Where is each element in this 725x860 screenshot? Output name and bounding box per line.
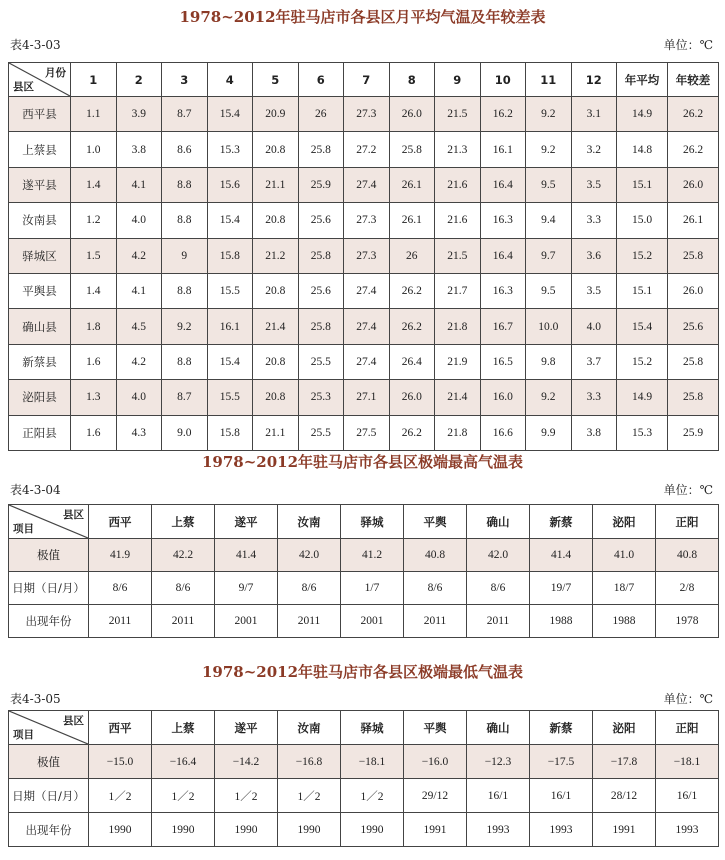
- column-header: 遂平: [215, 711, 278, 745]
- table-cell: 3.8: [116, 132, 162, 167]
- row-label: 出现年份: [9, 813, 89, 847]
- table-cell: 41.4: [215, 539, 278, 572]
- column-header: 驿城: [341, 505, 404, 539]
- table1-title: 1978~2012年驻马店市各县区月平均气温及年较差表: [179, 8, 546, 26]
- table-cell: 15.1: [617, 167, 668, 202]
- table-cell: 15.5: [207, 273, 253, 308]
- table-cell: 14.9: [617, 380, 668, 415]
- table-row: [9, 309, 719, 344]
- table-cell: 3.6: [571, 238, 617, 273]
- table-cell: 26: [389, 238, 435, 273]
- table-cell: 1／2: [89, 779, 152, 813]
- table-cell: 27.3: [344, 97, 390, 132]
- row-label: 汝南县: [9, 203, 71, 238]
- column-header: 西平: [89, 711, 152, 745]
- table-cell: 25.8: [298, 132, 344, 167]
- table-cell: 1.8: [71, 309, 117, 344]
- table-cell: 4.1: [116, 273, 162, 308]
- table-cell: 8/6: [278, 572, 341, 605]
- column-header: 1: [71, 63, 117, 97]
- table-cell: 8.8: [162, 203, 208, 238]
- table-cell: 41.9: [89, 539, 152, 572]
- table-header-row: [9, 63, 719, 97]
- table-cell: 1／2: [152, 779, 215, 813]
- table-cell: 3.1: [571, 97, 617, 132]
- table-cell: 26.2: [389, 309, 435, 344]
- table-cell: 15.0: [617, 203, 668, 238]
- table-cell: 16.3: [480, 203, 526, 238]
- table-cell: 26: [298, 97, 344, 132]
- table-cell: −16.8: [278, 745, 341, 779]
- table-cell: 2011: [89, 605, 152, 638]
- table-cell: 26.2: [389, 415, 435, 450]
- table-cell: 2011: [152, 605, 215, 638]
- table-cell: 1990: [341, 813, 404, 847]
- table-cell: 8/6: [89, 572, 152, 605]
- table2-unit: 单位：℃: [663, 483, 713, 497]
- table-cell: 18/7: [593, 572, 656, 605]
- table-cell: 27.4: [344, 344, 390, 379]
- table-cell: −16.0: [404, 745, 467, 779]
- table-cell: 26.1: [668, 203, 719, 238]
- table-cell: 3.2: [571, 132, 617, 167]
- row-label: 驿城区: [9, 238, 71, 273]
- table-cell: 26.1: [389, 167, 435, 202]
- table-cell: 3.9: [116, 97, 162, 132]
- table-cell: 2011: [404, 605, 467, 638]
- table-cell: 15.1: [617, 273, 668, 308]
- table-cell: 1/7: [341, 572, 404, 605]
- table-cell: 15.2: [617, 238, 668, 273]
- table-cell: 10.0: [526, 309, 572, 344]
- table-cell: 16.0: [480, 380, 526, 415]
- table1-unit: 单位：℃: [663, 38, 713, 52]
- table-cell: 42.0: [467, 539, 530, 572]
- table-cell: 15.6: [207, 167, 253, 202]
- table-cell: −17.8: [593, 745, 656, 779]
- table-corner-header: [9, 711, 89, 745]
- table-cell: 8.6: [162, 132, 208, 167]
- table-corner-header: [9, 63, 71, 97]
- row-label: 新蔡县: [9, 344, 71, 379]
- column-header: 年较差: [668, 63, 719, 97]
- table-cell: 8/6: [467, 572, 530, 605]
- table-cell: 9.9: [526, 415, 572, 450]
- column-header: 确山: [467, 711, 530, 745]
- table-cell: 4.1: [116, 167, 162, 202]
- table-cell: 8/6: [404, 572, 467, 605]
- table-cell: 2/8: [656, 572, 719, 605]
- table-cell: 15.8: [207, 415, 253, 450]
- table-cell: 15.5: [207, 380, 253, 415]
- table-cell: 25.9: [298, 167, 344, 202]
- table-cell: 9.5: [526, 273, 572, 308]
- table-row: [9, 380, 719, 415]
- table-cell: 26.0: [389, 380, 435, 415]
- table-corner-header: [9, 505, 89, 539]
- table-cell: 27.4: [344, 273, 390, 308]
- table-cell: 4.2: [116, 344, 162, 379]
- table1-id: 表4-3-03: [10, 38, 61, 52]
- table-cell: 3.3: [571, 380, 617, 415]
- table-cell: 3.3: [571, 203, 617, 238]
- column-header: 确山: [467, 505, 530, 539]
- corner-label-bottom: 县区: [13, 81, 34, 93]
- table-cell: 1988: [593, 605, 656, 638]
- table-cell: 27.5: [344, 415, 390, 450]
- table-cell: 21.1: [253, 415, 299, 450]
- table-cell: 26.4: [389, 344, 435, 379]
- corner-label-top: 月份: [45, 67, 66, 79]
- table-cell: 15.4: [207, 97, 253, 132]
- table-cell: 28/12: [593, 779, 656, 813]
- table-cell: 21.8: [435, 415, 481, 450]
- table-cell: 16.5: [480, 344, 526, 379]
- table-cell: 8.8: [162, 344, 208, 379]
- table-cell: 27.4: [344, 309, 390, 344]
- table-cell: 25.6: [298, 273, 344, 308]
- table-cell: 1990: [152, 813, 215, 847]
- table-cell: 15.3: [617, 415, 668, 450]
- table-cell: 2001: [215, 605, 278, 638]
- table-header-row: [9, 505, 719, 539]
- table-cell: 4.5: [116, 309, 162, 344]
- table-cell: 16.1: [480, 132, 526, 167]
- table-cell: −16.4: [152, 745, 215, 779]
- column-header: 汝南: [278, 711, 341, 745]
- table-cell: 26.2: [668, 97, 719, 132]
- table-cell: 21.4: [435, 380, 481, 415]
- column-header: 7: [344, 63, 390, 97]
- table-cell: 1991: [404, 813, 467, 847]
- table-cell: 1／2: [215, 779, 278, 813]
- column-header: 平舆: [404, 711, 467, 745]
- table-cell: 1.6: [71, 415, 117, 450]
- table-cell: 21.7: [435, 273, 481, 308]
- table-cell: 21.1: [253, 167, 299, 202]
- table-cell: 16.6: [480, 415, 526, 450]
- table3-title: 1978~2012年驻马店市各县区极端最低气温表: [201, 663, 524, 681]
- table-cell: 16.3: [480, 273, 526, 308]
- table-row: [9, 745, 719, 779]
- corner-label-bottom: 项目: [13, 729, 34, 741]
- table-cell: 2011: [278, 605, 341, 638]
- column-header: 正阳: [656, 505, 719, 539]
- row-label: 日期（日/月）: [9, 779, 89, 813]
- table2-title: 1978~2012年驻马店市各县区极端最高气温表: [201, 453, 524, 471]
- table-cell: 2011: [467, 605, 530, 638]
- table-cell: 25.9: [668, 415, 719, 450]
- table-cell: 42.2: [152, 539, 215, 572]
- table3-id: 表4-3-05: [10, 692, 61, 706]
- corner-label-top: 县区: [63, 715, 84, 727]
- table-row: [9, 97, 719, 132]
- table-cell: 20.8: [253, 273, 299, 308]
- table3-unit: 单位：℃: [663, 692, 713, 706]
- table-cell: 27.3: [344, 203, 390, 238]
- column-header: 平舆: [404, 505, 467, 539]
- table-cell: 40.8: [656, 539, 719, 572]
- table-cell: 19/7: [530, 572, 593, 605]
- table-cell: 9/7: [215, 572, 278, 605]
- table-cell: 9.8: [526, 344, 572, 379]
- table-cell: 15.4: [207, 203, 253, 238]
- table-cell: 41.2: [341, 539, 404, 572]
- table-cell: 25.8: [668, 344, 719, 379]
- row-label: 出现年份: [9, 605, 89, 638]
- table-cell: 9.7: [526, 238, 572, 273]
- table-cell: 26.1: [389, 203, 435, 238]
- table-cell: −15.0: [89, 745, 152, 779]
- table-cell: 21.4: [253, 309, 299, 344]
- table-cell: 20.8: [253, 380, 299, 415]
- table-cell: 26.2: [668, 132, 719, 167]
- table-cell: 25.8: [389, 132, 435, 167]
- table-cell: 16/1: [656, 779, 719, 813]
- table-cell: 8.7: [162, 97, 208, 132]
- table-cell: 1990: [215, 813, 278, 847]
- table-cell: 25.8: [668, 238, 719, 273]
- column-header: 遂平: [215, 505, 278, 539]
- table-cell: 9.5: [526, 167, 572, 202]
- table-cell: 21.3: [435, 132, 481, 167]
- table-cell: 1.2: [71, 203, 117, 238]
- table-cell: 25.8: [298, 309, 344, 344]
- column-header: 年平均: [617, 63, 668, 97]
- monthly-temperature-table: [8, 62, 719, 451]
- table-cell: 4.3: [116, 415, 162, 450]
- column-header: 4: [207, 63, 253, 97]
- table-cell: 9.2: [526, 380, 572, 415]
- table-cell: 1993: [530, 813, 593, 847]
- table-cell: 4.0: [116, 203, 162, 238]
- table-cell: 2001: [341, 605, 404, 638]
- row-label: 日期（日/月）: [9, 572, 89, 605]
- table-cell: −14.2: [215, 745, 278, 779]
- table-row: [9, 167, 719, 202]
- table-header-row: [9, 711, 719, 745]
- column-header: 正阳: [656, 711, 719, 745]
- table-cell: 16.4: [480, 238, 526, 273]
- table-cell: 27.4: [344, 167, 390, 202]
- table-row: [9, 132, 719, 167]
- column-header: 驿城: [341, 711, 404, 745]
- table-cell: 25.3: [298, 380, 344, 415]
- corner-label-bottom: 项目: [13, 523, 34, 535]
- column-header: 上蔡: [152, 505, 215, 539]
- table-cell: 16/1: [467, 779, 530, 813]
- table-cell: 8.8: [162, 167, 208, 202]
- row-label: 泌阳县: [9, 380, 71, 415]
- table-cell: 1990: [89, 813, 152, 847]
- row-label: 遂平县: [9, 167, 71, 202]
- table-cell: 21.5: [435, 97, 481, 132]
- table-cell: 1.0: [71, 132, 117, 167]
- table-cell: 21.8: [435, 309, 481, 344]
- table-cell: 41.0: [593, 539, 656, 572]
- table-cell: 20.9: [253, 97, 299, 132]
- column-header: 8: [389, 63, 435, 97]
- table-cell: 20.8: [253, 132, 299, 167]
- table-cell: 14.9: [617, 97, 668, 132]
- table-cell: 27.1: [344, 380, 390, 415]
- table-cell: 16.7: [480, 309, 526, 344]
- table-row: [9, 572, 719, 605]
- table-cell: −17.5: [530, 745, 593, 779]
- table-cell: 9.0: [162, 415, 208, 450]
- table-cell: 3.5: [571, 273, 617, 308]
- table-cell: 9: [162, 238, 208, 273]
- table-cell: 4.0: [116, 380, 162, 415]
- table-cell: 1.6: [71, 344, 117, 379]
- table-cell: 1／2: [341, 779, 404, 813]
- table-cell: 1978: [656, 605, 719, 638]
- row-label: 西平县: [9, 97, 71, 132]
- column-header: 上蔡: [152, 711, 215, 745]
- table-cell: 1.4: [71, 167, 117, 202]
- column-header: 6: [298, 63, 344, 97]
- table-cell: 9.2: [526, 132, 572, 167]
- table-cell: 1991: [593, 813, 656, 847]
- table-cell: 15.4: [207, 344, 253, 379]
- column-header: 泌阳: [593, 711, 656, 745]
- table-cell: 40.8: [404, 539, 467, 572]
- table-cell: 1993: [467, 813, 530, 847]
- table-cell: 16.4: [480, 167, 526, 202]
- table-row: [9, 344, 719, 379]
- table-cell: 21.6: [435, 203, 481, 238]
- table-cell: 14.8: [617, 132, 668, 167]
- table2-id: 表4-3-04: [10, 483, 61, 497]
- table-cell: 9.2: [526, 97, 572, 132]
- table-cell: 1993: [656, 813, 719, 847]
- table-cell: 1988: [530, 605, 593, 638]
- table-cell: 25.6: [298, 203, 344, 238]
- min-temperature-table: [8, 710, 719, 847]
- column-header: 10: [480, 63, 526, 97]
- table-cell: 25.5: [298, 415, 344, 450]
- column-header: 汝南: [278, 505, 341, 539]
- table-cell: 15.3: [207, 132, 253, 167]
- table-cell: 4.2: [116, 238, 162, 273]
- column-header: 5: [253, 63, 299, 97]
- table-cell: 42.0: [278, 539, 341, 572]
- table-cell: 20.8: [253, 203, 299, 238]
- table-cell: 26.2: [389, 273, 435, 308]
- table-cell: −18.1: [656, 745, 719, 779]
- table-cell: 27.3: [344, 238, 390, 273]
- row-label: 正阳县: [9, 415, 71, 450]
- column-header: 泌阳: [593, 505, 656, 539]
- row-label: 确山县: [9, 309, 71, 344]
- table-cell: 21.2: [253, 238, 299, 273]
- column-header: 12: [571, 63, 617, 97]
- row-label: 极值: [9, 745, 89, 779]
- corner-label-top: 县区: [63, 509, 84, 521]
- table-cell: 3.5: [571, 167, 617, 202]
- table-cell: −12.3: [467, 745, 530, 779]
- table-cell: 1／2: [278, 779, 341, 813]
- row-label: 极值: [9, 539, 89, 572]
- column-header: 9: [435, 63, 481, 97]
- table-cell: 21.5: [435, 238, 481, 273]
- column-header: 西平: [89, 505, 152, 539]
- table-cell: 15.8: [207, 238, 253, 273]
- table-cell: 15.2: [617, 344, 668, 379]
- table-cell: 16/1: [530, 779, 593, 813]
- table-cell: 25.5: [298, 344, 344, 379]
- table-cell: 25.8: [668, 380, 719, 415]
- table-cell: 29/12: [404, 779, 467, 813]
- table-cell: 9.2: [162, 309, 208, 344]
- table-cell: 15.4: [617, 309, 668, 344]
- row-label: 平舆县: [9, 273, 71, 308]
- table-cell: 16.2: [480, 97, 526, 132]
- table-cell: 8.8: [162, 273, 208, 308]
- table-cell: 4.0: [571, 309, 617, 344]
- table-cell: 3.8: [571, 415, 617, 450]
- table-cell: 8.7: [162, 380, 208, 415]
- table-cell: 25.6: [668, 309, 719, 344]
- table-cell: 26.0: [668, 273, 719, 308]
- table-cell: 27.2: [344, 132, 390, 167]
- table-cell: 16.1: [207, 309, 253, 344]
- table-row: [9, 605, 719, 638]
- table-cell: −18.1: [341, 745, 404, 779]
- row-label: 上蔡县: [9, 132, 71, 167]
- table-cell: 9.4: [526, 203, 572, 238]
- column-header: 新蔡: [530, 505, 593, 539]
- table-row: [9, 203, 719, 238]
- table-cell: 26.0: [389, 97, 435, 132]
- table-row: [9, 539, 719, 572]
- column-header: 2: [116, 63, 162, 97]
- table-cell: 1.5: [71, 238, 117, 273]
- table-cell: 1.4: [71, 273, 117, 308]
- table-cell: 3.7: [571, 344, 617, 379]
- column-header: 11: [526, 63, 572, 97]
- table-row: [9, 273, 719, 308]
- column-header: 3: [162, 63, 208, 97]
- table-cell: 1.1: [71, 97, 117, 132]
- table-cell: 21.9: [435, 344, 481, 379]
- table-row: [9, 813, 719, 847]
- table-cell: 41.4: [530, 539, 593, 572]
- table-row: [9, 238, 719, 273]
- table-cell: 1.3: [71, 380, 117, 415]
- table-cell: 1990: [278, 813, 341, 847]
- table-cell: 20.8: [253, 344, 299, 379]
- table-row: [9, 415, 719, 450]
- max-temperature-table: [8, 504, 719, 638]
- table-cell: 26.0: [668, 167, 719, 202]
- table-cell: 25.8: [298, 238, 344, 273]
- column-header: 新蔡: [530, 711, 593, 745]
- table-cell: 21.6: [435, 167, 481, 202]
- table-row: [9, 779, 719, 813]
- table-cell: 8/6: [152, 572, 215, 605]
